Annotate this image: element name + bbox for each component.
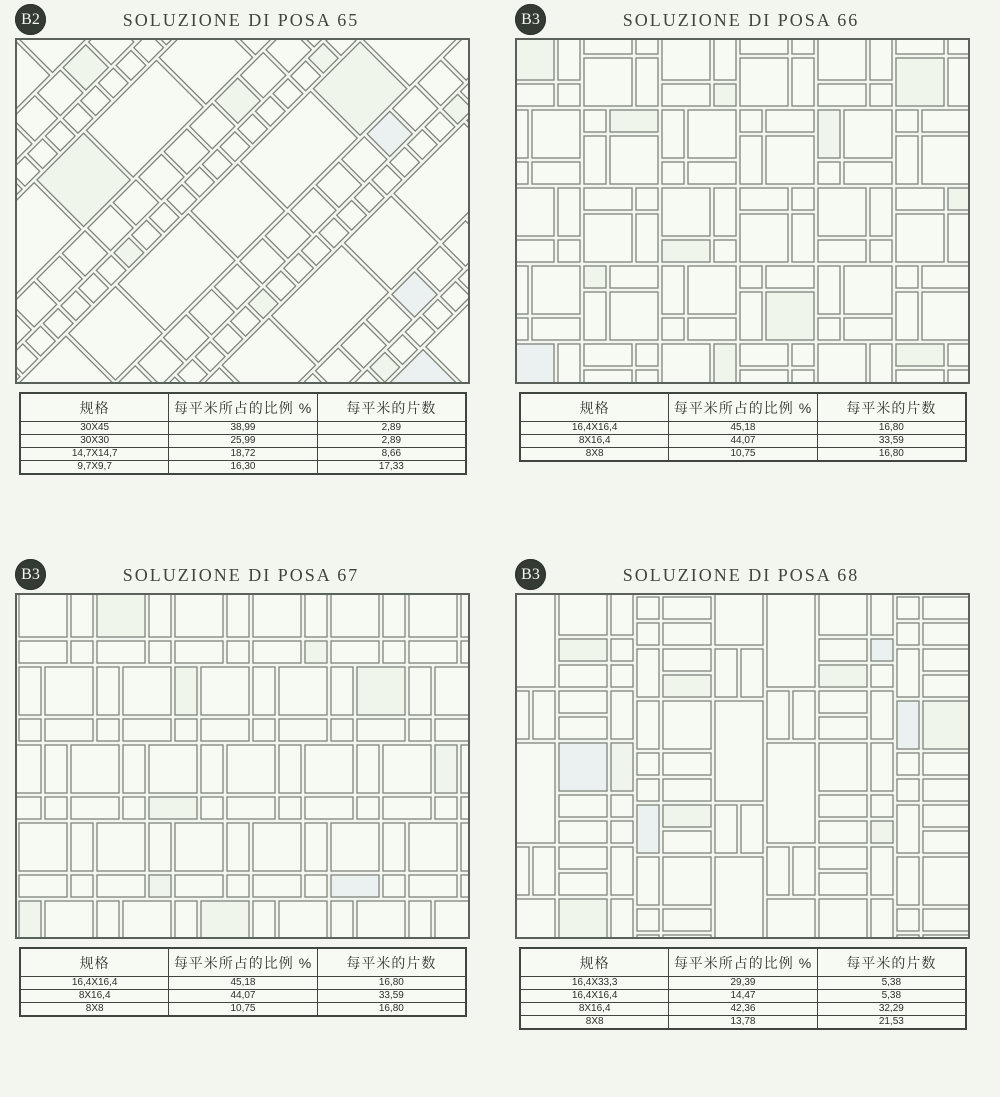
column-header: 每平米的片数 <box>317 393 466 422</box>
spec-table-68 <box>519 947 967 1030</box>
table-cell: 21,53 <box>817 1016 966 1030</box>
table-row <box>520 448 966 462</box>
spec-table-67 <box>19 947 467 1017</box>
table-cell: 16,80 <box>317 1003 466 1017</box>
table-cell: 5,38 <box>817 990 966 1003</box>
format-badge: B3 <box>15 559 46 590</box>
table-row <box>520 1016 966 1030</box>
table-cell: 30X30 <box>20 435 169 448</box>
header-row <box>20 948 466 977</box>
column-header: 每平米的片数 <box>317 948 466 977</box>
tile-pattern-diagram-67 <box>15 593 470 939</box>
table-cell: 10,75 <box>669 448 817 462</box>
table-cell: 45,18 <box>169 977 317 990</box>
column-header: 规格 <box>520 393 669 422</box>
table-cell: 8X16,4 <box>20 990 169 1003</box>
table-cell: 13,78 <box>669 1016 817 1030</box>
table-cell: 8X8 <box>520 1016 669 1030</box>
header-row <box>520 948 966 977</box>
column-header: 每平米所占的比例 % <box>169 393 317 422</box>
table-cell: 8X16,4 <box>520 1003 669 1016</box>
table-cell: 45,18 <box>669 422 817 435</box>
table-row <box>520 977 966 990</box>
column-header: 规格 <box>20 948 169 977</box>
column-header: 每平米所占的比例 % <box>669 948 817 977</box>
table-cell: 14,47 <box>669 990 817 1003</box>
table-cell: 33,59 <box>317 990 466 1003</box>
panel-title: SOLUZIONE DI POSA 67 <box>6 565 476 586</box>
panel-header <box>6 2 476 38</box>
table-cell: 18,72 <box>169 448 317 461</box>
table-cell: 8,66 <box>317 448 466 461</box>
tile-pattern-diagram-65 <box>15 38 470 384</box>
table-cell: 14,7X14,7 <box>20 448 169 461</box>
table-cell: 17,33 <box>317 461 466 475</box>
table-row <box>20 977 466 990</box>
table-cell: 44,07 <box>169 990 317 1003</box>
table-cell: 44,07 <box>669 435 817 448</box>
header-row <box>20 393 466 422</box>
table-cell: 10,75 <box>169 1003 317 1017</box>
table-cell: 32,29 <box>817 1003 966 1016</box>
panel-header <box>6 557 476 593</box>
panel-header <box>506 2 976 38</box>
table-row <box>520 990 966 1003</box>
table-cell: 8X16,4 <box>520 435 669 448</box>
column-header: 每平米的片数 <box>817 948 966 977</box>
table-cell: 2,89 <box>317 435 466 448</box>
panel-posa-65 <box>6 2 476 542</box>
table-cell: 9,7X9,7 <box>20 461 169 475</box>
table-cell: 16,4X16,4 <box>520 422 669 435</box>
panel-title: SOLUZIONE DI POSA 65 <box>6 10 476 31</box>
table-cell: 42,36 <box>669 1003 817 1016</box>
spec-table-65 <box>19 392 467 475</box>
column-header: 每平米所占的比例 % <box>169 948 317 977</box>
table-cell: 29,39 <box>669 977 817 990</box>
table-cell: 16,30 <box>169 461 317 475</box>
table-cell: 2,89 <box>317 422 466 435</box>
column-header: 每平米所占的比例 % <box>669 393 817 422</box>
table-row <box>20 1003 466 1017</box>
table-cell: 38,99 <box>169 422 317 435</box>
table-cell: 8X8 <box>520 448 669 462</box>
tile-pattern-diagram-66 <box>515 38 970 384</box>
table-cell: 5,38 <box>817 977 966 990</box>
table-cell: 33,59 <box>817 435 966 448</box>
table-row <box>20 990 466 1003</box>
header-row <box>520 393 966 422</box>
panel-posa-67 <box>6 557 476 1097</box>
table-cell: 16,4X16,4 <box>520 990 669 1003</box>
table-cell: 30X45 <box>20 422 169 435</box>
column-header: 规格 <box>520 948 669 977</box>
format-badge: B3 <box>515 4 546 35</box>
table-cell: 16,80 <box>317 977 466 990</box>
column-header: 规格 <box>20 393 169 422</box>
table-row <box>520 422 966 435</box>
table-cell: 8X8 <box>20 1003 169 1017</box>
table-row <box>20 448 466 461</box>
table-cell: 16,80 <box>817 448 966 462</box>
table-row <box>20 461 466 475</box>
panel-title: SOLUZIONE DI POSA 68 <box>506 565 976 586</box>
table-row <box>20 435 466 448</box>
panel-header <box>506 557 976 593</box>
panel-posa-66 <box>506 2 976 542</box>
format-badge: B2 <box>15 4 46 35</box>
table-cell: 25,99 <box>169 435 317 448</box>
column-header: 每平米的片数 <box>817 393 966 422</box>
table-row <box>20 422 466 435</box>
spec-table-66 <box>519 392 967 462</box>
panel-title: SOLUZIONE DI POSA 66 <box>506 10 976 31</box>
table-row <box>520 435 966 448</box>
panel-posa-68 <box>506 557 976 1097</box>
table-row <box>520 1003 966 1016</box>
tile-pattern-diagram-68 <box>515 593 970 939</box>
table-cell: 16,80 <box>817 422 966 435</box>
table-cell: 16,4X16,4 <box>20 977 169 990</box>
table-cell: 16,4X33,3 <box>520 977 669 990</box>
format-badge: B3 <box>515 559 546 590</box>
